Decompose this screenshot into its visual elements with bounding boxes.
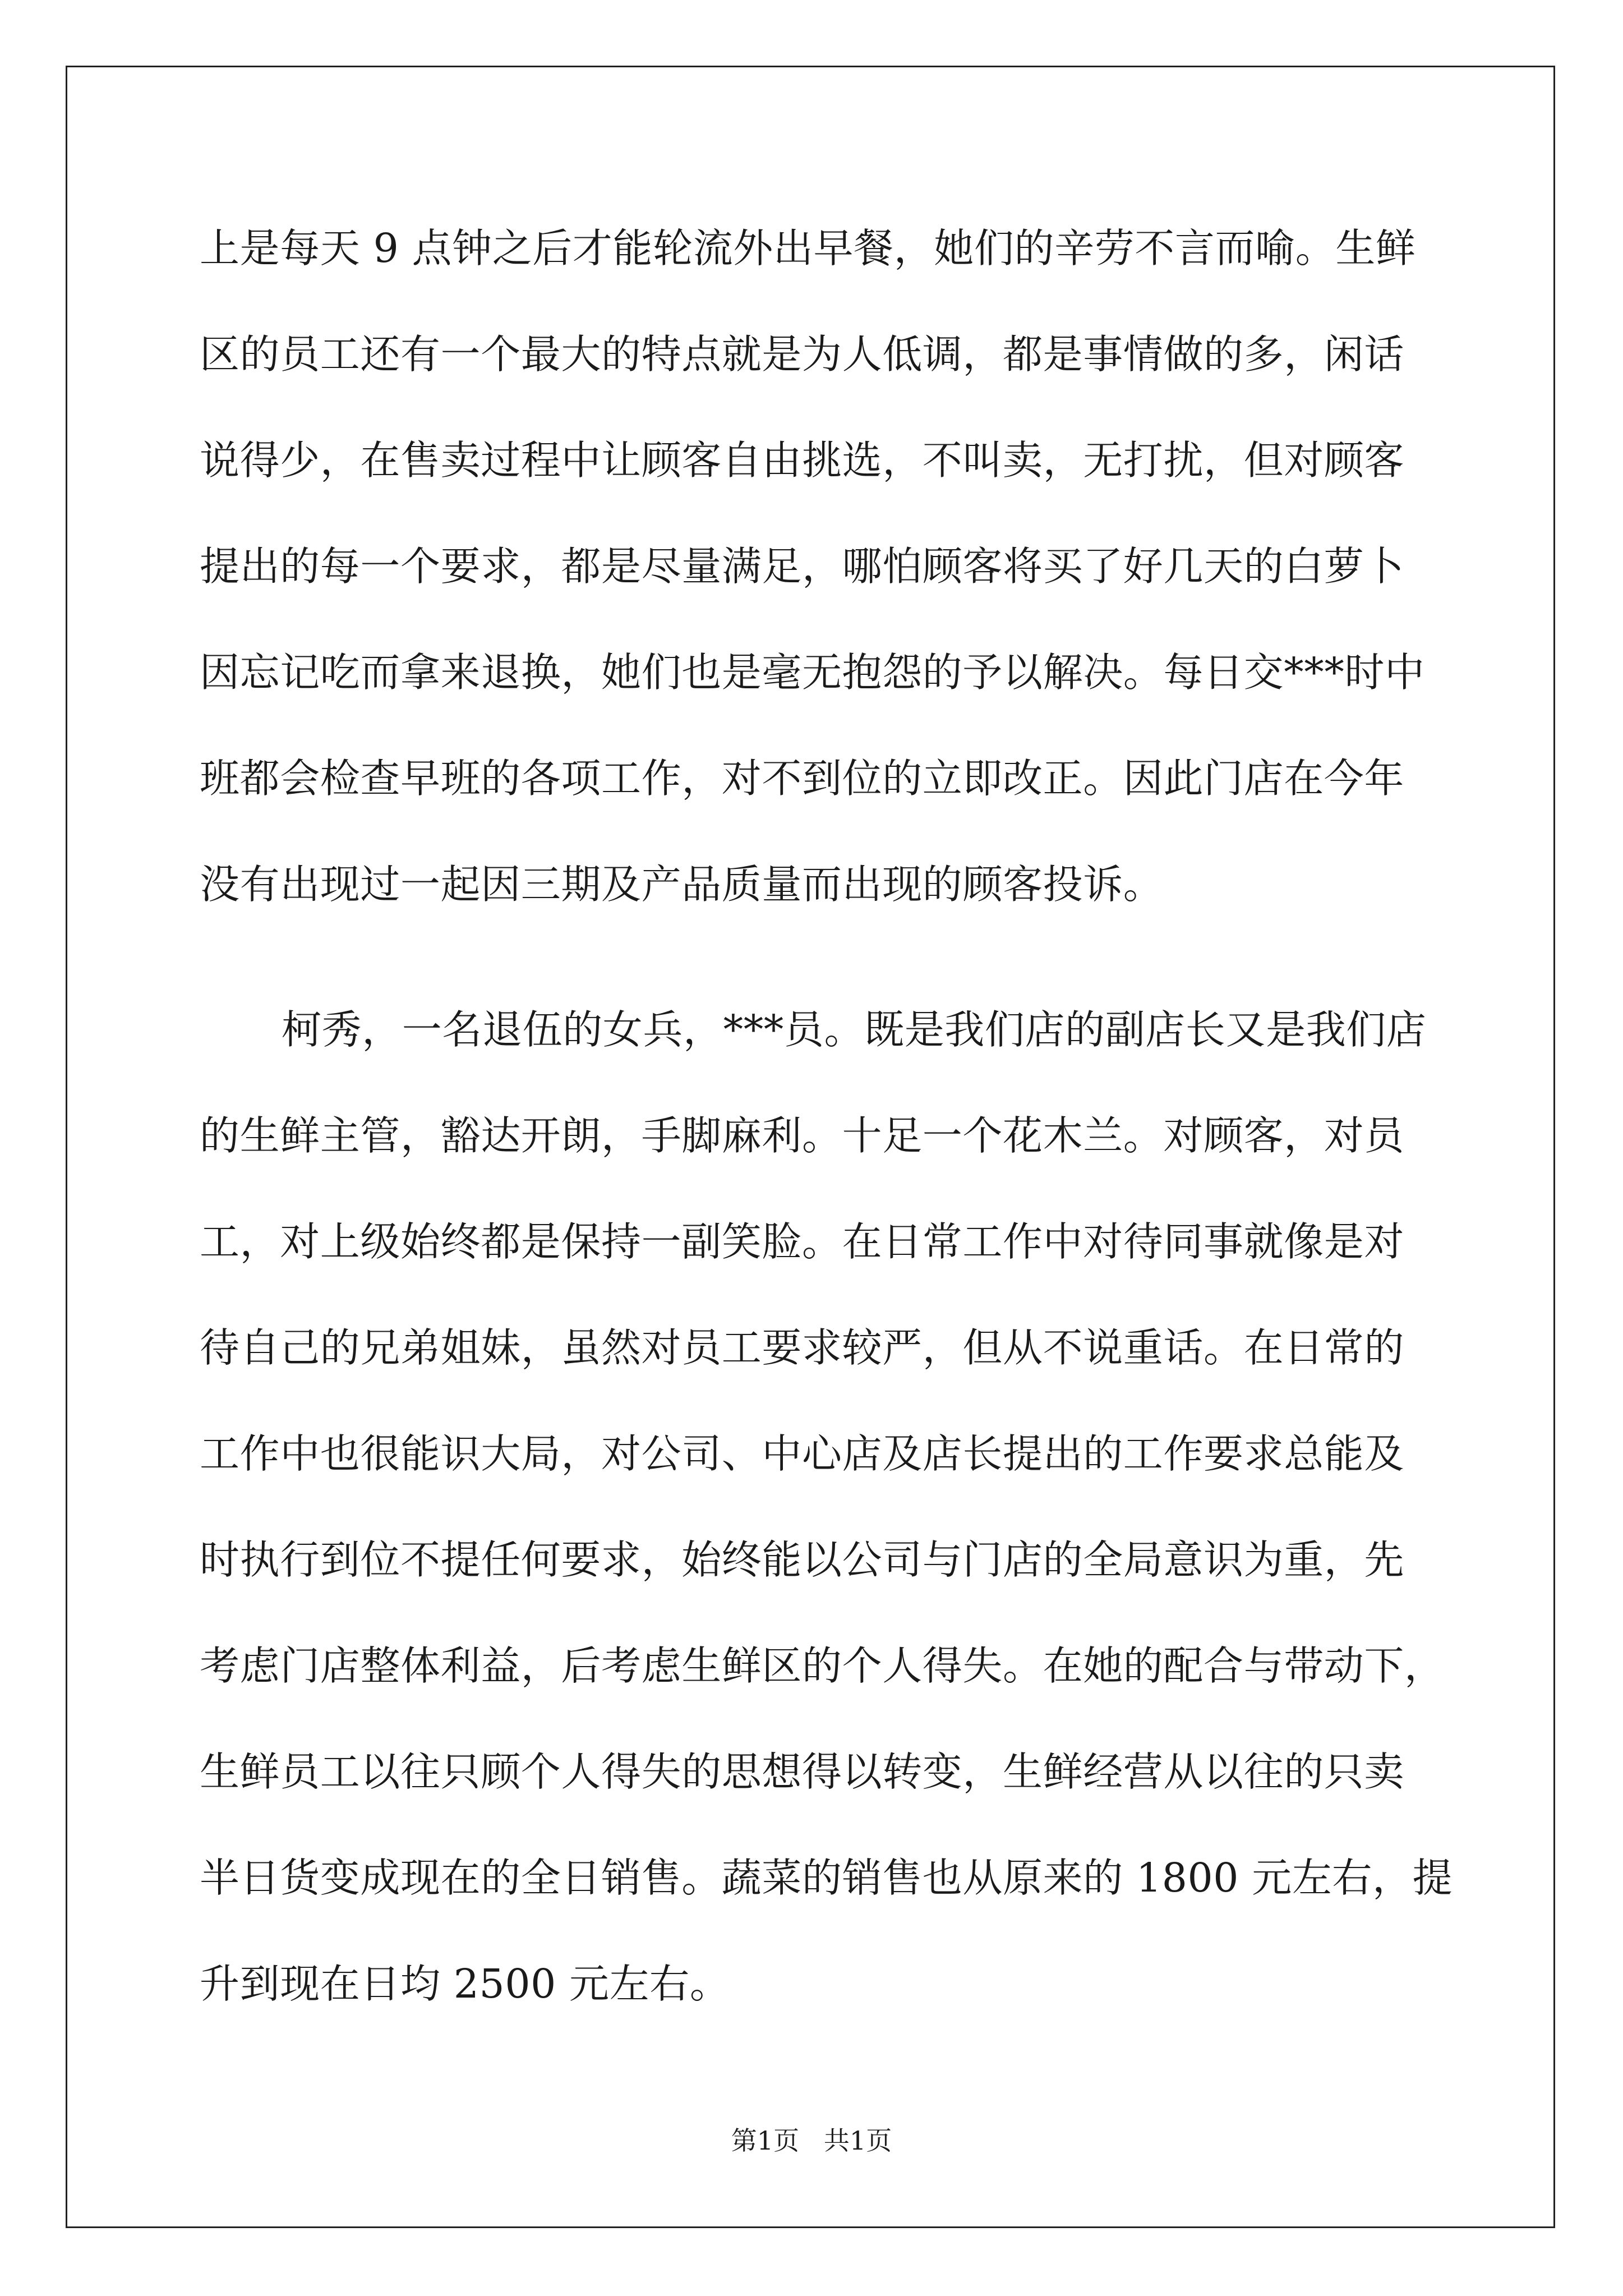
document-body (200, 206, 1453, 2048)
text-line: 升到现在日均 2500 元左右。 (200, 1961, 730, 2007)
paragraph-2 (200, 988, 1453, 2048)
text-line: 上是每天 9 点钟之后才能轮流外出早餐，她们的辛劳不言而喻。生鲜 (200, 225, 1416, 272)
text-line: 时执行到位不提任何要求，始终能以公司与门店的全局意识为重，先 (200, 1536, 1405, 1583)
text-line: 因忘记吃而拿来退换，她们也是毫无抱怨的予以解决。每日交***时中 (200, 649, 1425, 696)
page-number-footer: 第1页 共1页 (731, 2125, 892, 2156)
text-line: 柯秀，一名退伍的女兵，***员。既是我们店的副店长又是我们店 (282, 1006, 1427, 1053)
text-line: 班都会检查早班的各项工作，对不到位的立即改正。因此门店在今年 (200, 755, 1405, 802)
text-line: 提出的每一个要求，都是尽量满足，哪怕顾客将买了好几天的白萝卜 (200, 543, 1405, 590)
text-line: 说得少，在售卖过程中让顾客自由挑选，不叫卖，无打扰，但对顾客 (200, 437, 1405, 484)
text-line: 没有出现过一起因三期及产品质量而出现的顾客投诉。 (200, 861, 1164, 908)
text-line: 区的员工还有一个最大的特点就是为人低调，都是事情做的多，闲话 (200, 331, 1405, 378)
text-line: 的生鲜主管，豁达开朗，手脚麻利。十足一个花木兰。对顾客，对员 (200, 1112, 1405, 1159)
text-line: 待自己的兄弟姐妹，虽然对员工要求较严，但从不说重话。在日常的 (200, 1324, 1405, 1371)
text-line: 半日货变成现在的全日销售。蔬菜的销售也从原来的 1800 元左右，提 (200, 1855, 1453, 1901)
text-line: 生鲜员工以往只顾个人得失的思想得以转变，生鲜经营从以往的只卖 (200, 1749, 1405, 1795)
paragraph-1 (200, 206, 1425, 949)
text-line: 工作中也很能识大局，对公司、中心店及店长提出的工作要求总能及 (200, 1430, 1405, 1477)
text-line: 考虑门店整体利益，后考虑生鲜区的个人得失。在她的配合与带动下， (200, 1642, 1445, 1689)
paragraph-gap (200, 949, 1422, 988)
text-line: 工，对上级始终都是保持一副笑脸。在日常工作中对待同事就像是对 (200, 1218, 1405, 1265)
